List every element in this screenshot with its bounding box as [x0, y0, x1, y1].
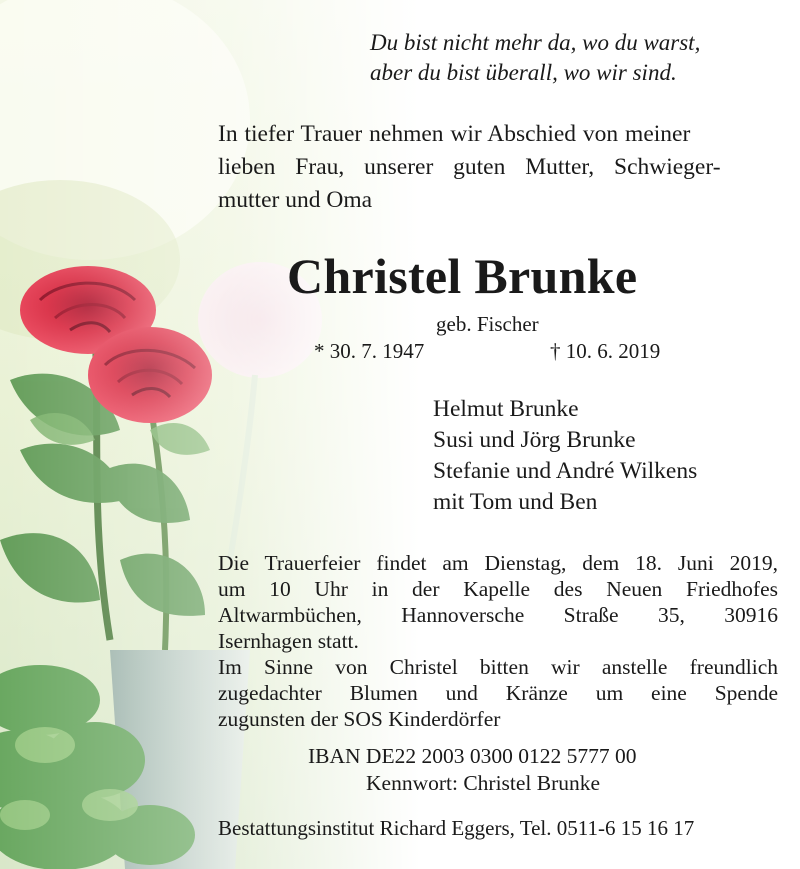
iban-number: IBAN DE22 2003 0300 0122 5777 00 — [308, 744, 637, 768]
motto-line-2: aber du bist überall, wo wir sind. — [370, 60, 677, 85]
intro-line-3: mutter und Oma — [218, 187, 373, 213]
service-info-line: um 10 Uhr in der Kapelle des Neuen Friedhofes — [218, 577, 778, 601]
birth-name: geb. Fischer — [436, 312, 539, 336]
intro-line-2: lieben Frau, unserer guten Mutter, Schwieger- — [218, 154, 721, 180]
motto-line-1: Du bist nicht mehr da, wo du warst, — [370, 30, 701, 55]
donation-info-line: Im Sinne von Christel bitten wir anstelle freundlich — [218, 655, 778, 679]
undertaker-contact: Bestattungsinstitut Richard Eggers, Tel. 0511-6 15 16 17 — [218, 816, 695, 840]
family-member: Susi und Jörg Brunke — [433, 427, 636, 453]
service-info-line: Isernhagen statt. — [218, 629, 359, 653]
family-member: mit Tom und Ben — [433, 489, 598, 515]
donation-keyword: Kennwort: Christel Brunke — [366, 771, 601, 795]
death-date: † 10. 6. 2019 — [550, 339, 661, 363]
donation-info-line: zugedachter Blumen und Kränze um eine Spende — [218, 681, 778, 705]
service-info-line: Altwarmbüchen, Hannoversche Straße 35, 30916 — [218, 603, 778, 627]
birth-date: * 30. 7. 1947 — [314, 339, 425, 363]
family-member: Stefanie und André Wilkens — [433, 458, 698, 484]
deceased-name: Christel Brunke — [287, 248, 638, 304]
intro-line-1: In tiefer Trauer nehmen wir Abschied von meiner — [218, 121, 691, 147]
donation-info-line: zugunsten der SOS Kinderdörfer — [218, 707, 501, 731]
family-member: Helmut Brunke — [433, 396, 579, 422]
service-info-line: Die Trauerfeier findet am Dienstag, dem 18. Juni 2019, — [218, 551, 778, 575]
